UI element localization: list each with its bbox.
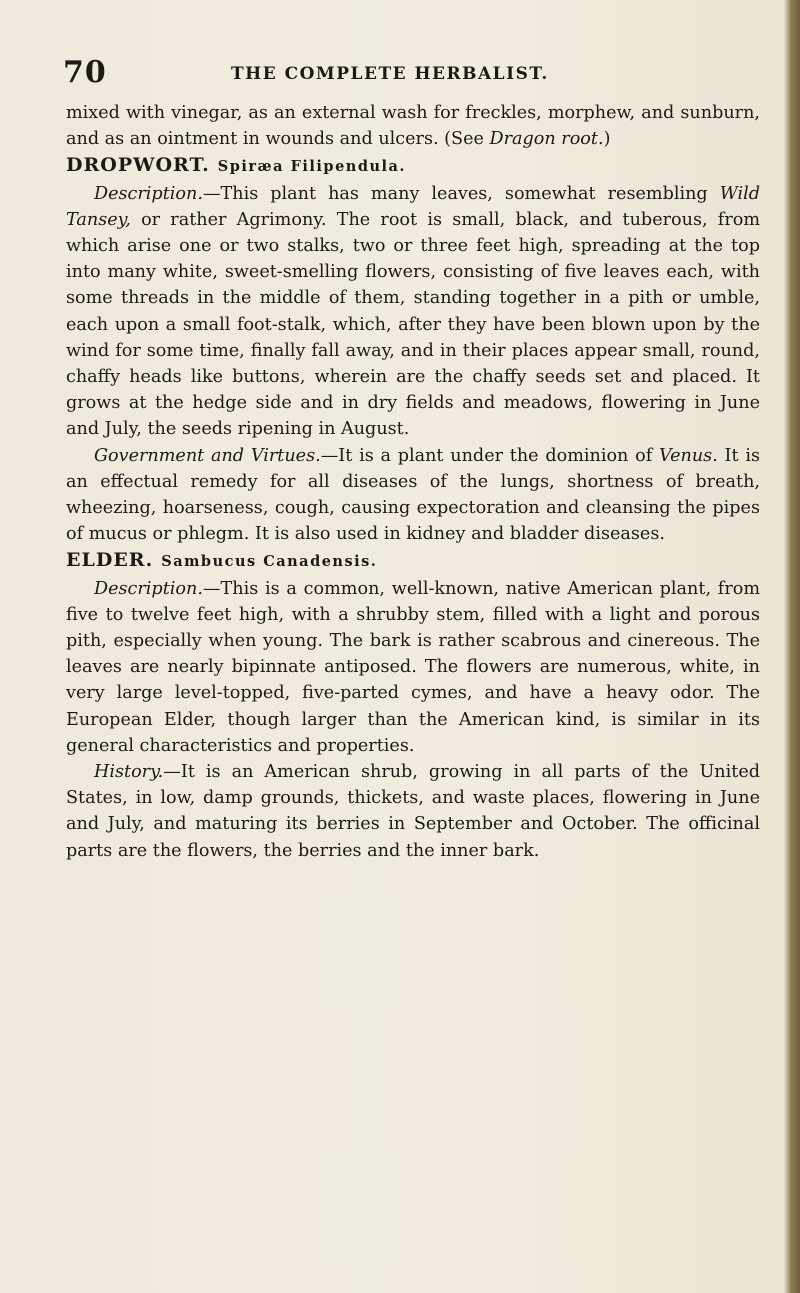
section-label: Description. <box>94 578 203 599</box>
section-label: Government and Virtues. <box>94 445 321 466</box>
entry-heading-dropwort <box>66 152 760 180</box>
para-text: —It is a plant under the dominion of <box>320 445 659 466</box>
dropwort-government <box>66 443 760 548</box>
cross-reference: Wild Tansey, <box>66 183 760 230</box>
entry-heading-elder <box>66 547 760 575</box>
section-label: History. <box>94 762 164 783</box>
continued-paragraph <box>66 100 760 152</box>
para-text: —This is a common, well-known, native American plant, from five to twelve feet high, with a shrubby stem, filled with a light and porous pith, especially when young. The bark is rather scabrous and cinereous. The leaves are nearly bipinnate antiposed. The flowers are numerous, white, in very large level-topped, five-parted cymes, and have a heavy odor. The European Elder, though larger than the American kind, is similar in its general characteristics and properties. <box>66 578 760 756</box>
entry-title: DROPWORT. <box>66 154 210 177</box>
planet-reference: Venus. <box>659 445 718 466</box>
elder-history <box>66 759 760 864</box>
para-text: —It is an American shrub, growing in all parts of the United States, in low, damp grounds, thickets, and waste places, flowering in June and July, and maturing its berries in September and October. The officinal parts are the flowers, the berries and the inner bark. <box>66 762 760 861</box>
entry-latin-name: Sambucus Canadensis. <box>161 553 378 571</box>
page-edge-shadow <box>784 0 800 1293</box>
entry-title: ELDER. <box>66 549 154 572</box>
entry-latin-name: Spiræa Filipendula. <box>217 158 406 176</box>
para-text: or rather Agrimony. The root is small, black, and tuberous, from which arise one or two stalks, two or three feet high, spreading at the top into many white, sweet-smelling flowers, consisting of five leaves each, with some threads in the middle of them, standing together in a pith or umble, each upon a small foot-stalk, which, after they have been blown upon by the wind for some time, finally fall away, and in their places appear small, round, chaffy heads like buttons, wherein are the chaffy seeds set and placed. It grows at the hedge side and in dry fields and meadows, flowering in June and July, the seeds ripening in August. <box>66 209 760 440</box>
elder-description <box>66 576 760 759</box>
page-header <box>63 55 753 95</box>
section-label: Description. <box>94 183 203 204</box>
cross-reference: Dragon root. <box>489 129 604 150</box>
running-head: THE COMPLETE HERBALIST. <box>231 64 549 84</box>
para-text: ) <box>603 129 611 150</box>
dropwort-description <box>66 181 760 443</box>
body-text <box>66 100 760 864</box>
page-number: 70 <box>63 55 107 90</box>
para-text: mixed with vinegar, as an external wash for freckles, morphew, and sunburn, and as an ointment in wounds and ulcers. (See <box>66 103 760 150</box>
para-text: It is an effectual remedy for all diseases of the lungs, shortness of breath, wheezing, hoarseness, cough, causing expectoration and cleansing the pipes of mucus or phlegm. It is also used in kidney and bladder diseases. <box>66 445 760 545</box>
para-text: —This plant has many leaves, somewhat resembling <box>202 183 720 204</box>
